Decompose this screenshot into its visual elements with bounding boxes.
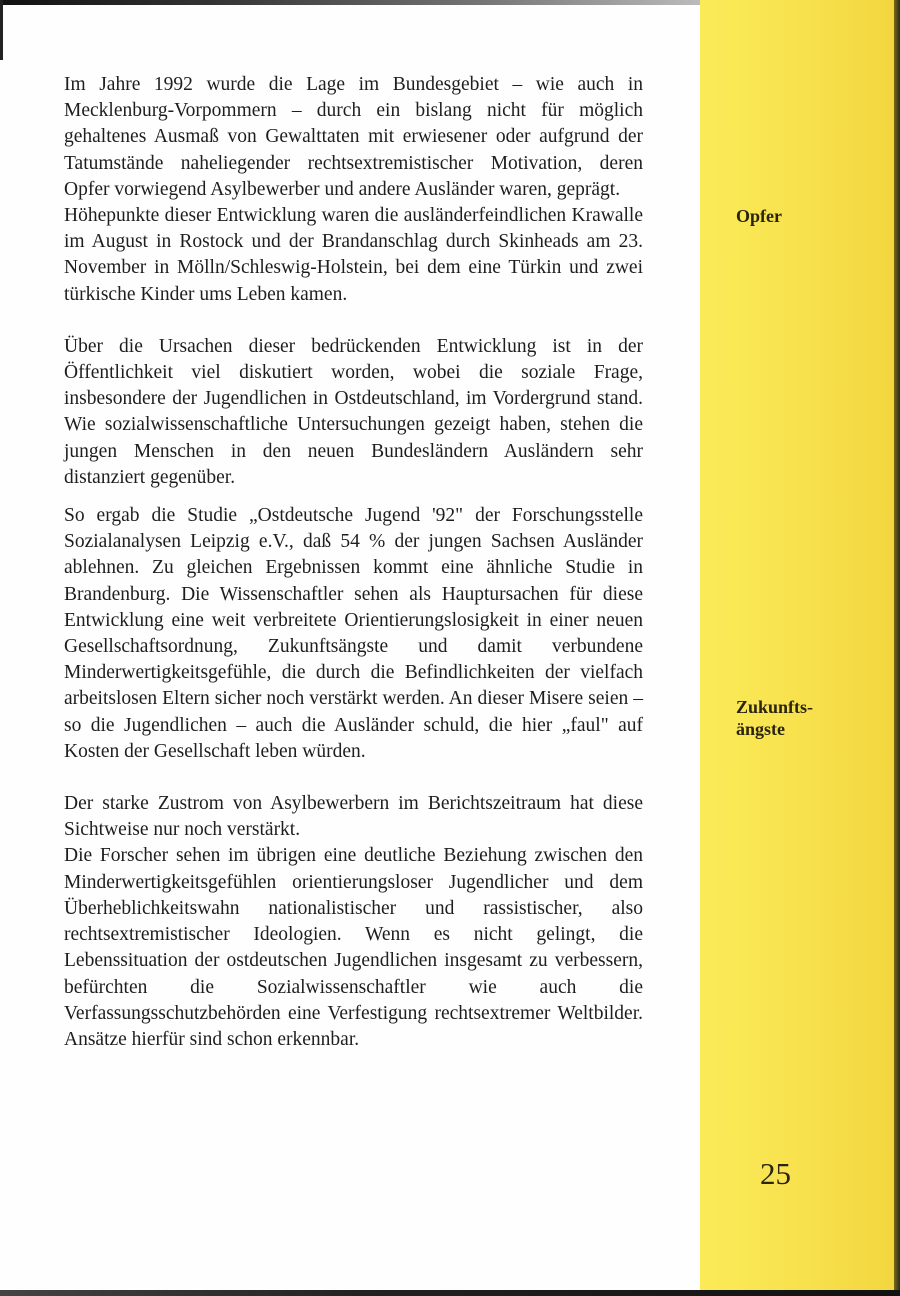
paragraph-6: Die Forscher sehen im übrigen eine deutliche Beziehung zwischen den Minderwertigkeitsgefühlen orientierungsloser Jugendlicher und dem Überheblichkeitswahn nationalistischer und rassistischer, also rechtsextremistischer Ideologien. Wenn es nicht gelingt, die Lebenssituation der ostdeutschen Jugendlichen insgesamt zu verbessern, befürchten die Sozialwissenschaftler wie auch die Verfassungsschutzbehörden eine Verfestigung rechtsextremer Weltbilder. Ansätze hierfür sind schon erkennbar. (64, 845, 643, 1050)
page-bottom-edge (0, 1290, 900, 1296)
body-text (64, 72, 643, 1053)
margin-note-opfer: Opfer (736, 206, 782, 226)
margin-note-zukunftsaengste: Zukunfts- ängste (736, 697, 814, 739)
paragraph-4: So ergab die Studie „Ostdeutsche Jugend '92" der Forschungsstelle Sozialanalysen Leipzig e.V., daß 54 % der jungen Sachsen Ausländer ablehnen. Zu gleichen Ergebnissen kommt eine ähnliche Studie in Brandenburg. Die Wissenschaftler sehen als Hauptursachen für diese Entwicklung eine weit verbreitete Orientierungslosigkeit in einer neuen Gesellschaftsordnung, Zukunftsängste und damit verbundene Minderwertigkeitsgefühle, die durch die Befindlichkeiten der vielfach arbeitslosen Eltern sicher noch verstärkt werden. An dieser Misere seien – so die Jugendlichen – auch die Ausländer schuld, die hier „faul" auf Kosten der Gesellschaft leben würden. (64, 505, 643, 762)
page-number: 25 (760, 1156, 791, 1191)
paragraph-1: Im Jahre 1992 wurde die Lage im Bundesgebiet – wie auch in Mecklenburg-Vorpommern – durch ein bislang nicht für möglich gehaltenes Ausmaß von Gewalttaten mit erwiesener oder aufgrund der Tatumstände naheliegender rechtsextremistischer Motivation, deren Opfer vorwiegend Asylbewerber und andere Ausländer waren, geprägt. (64, 74, 643, 200)
paragraph-2: Höhepunkte dieser Entwicklung waren die ausländerfeindlichen Krawalle im August in Rostock und der Brandanschlag durch Skinheads am 23. November in Mölln/Schleswig-Holstein, bei dem eine Türkin und zwei türkische Kinder ums Leben kamen. (64, 205, 643, 305)
page-top-edge (0, 0, 700, 5)
page-left-edge (0, 0, 3, 60)
paragraph-3: Über die Ursachen dieser bedrückenden Entwicklung ist in der Öffentlichkeit viel diskutiert worden, wobei die soziale Frage, insbesondere der Jugendlichen in Ostdeutschland, im Vordergrund stand. Wie sozialwissenschaftliche Untersuchungen gezeigt haben, stehen die jungen Menschen in den neuen Bundesländern Ausländern sehr distanziert gegenüber. (64, 335, 643, 488)
yellow-margin-column (700, 0, 894, 1296)
paragraph-5: Der starke Zustrom von Asylbewerbern im Berichtszeitraum hat diese Sichtweise nur noch verstärkt. (64, 793, 643, 841)
page-right-edge (894, 0, 900, 1296)
